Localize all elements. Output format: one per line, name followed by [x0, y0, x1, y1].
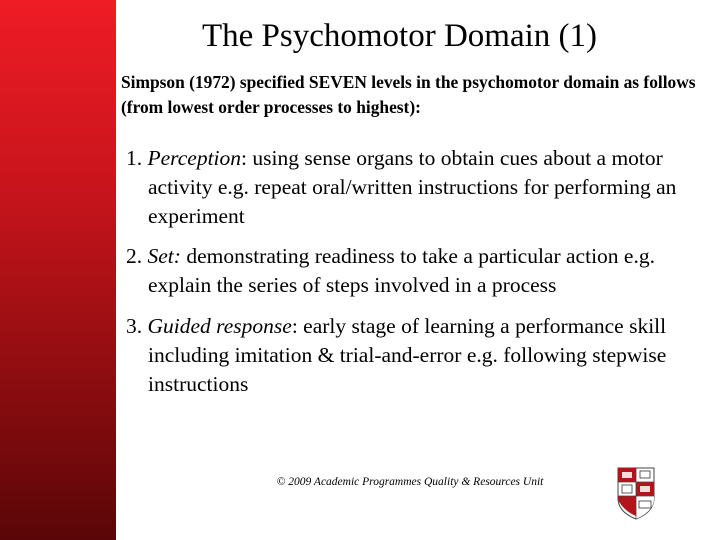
item-number: 1. [126, 146, 143, 170]
slide-title: The Psychomotor Domain (1) [201, 18, 598, 54]
item-term: Guided response [147, 314, 292, 338]
item-separator: : [291, 314, 298, 338]
list-item-guided-response [126, 312, 718, 399]
list-item-set [126, 242, 718, 300]
item-description: early stage of learning a performance skill including imitation & trial-and-error e.g. following stepwise instructions [148, 314, 667, 396]
item-separator: : [241, 146, 248, 170]
item-description: using sense organs to obtain cues about a motor activity e.g. repeat oral/written instructions for performing an experiment [148, 146, 677, 228]
item-number: 3. [126, 314, 143, 338]
item-number: 2. [126, 244, 143, 268]
copyright-footer: © 2009 Academic Programmes Quality & Resources Unit [276, 476, 544, 488]
university-crest-icon [614, 466, 658, 520]
item-term: Perception [147, 146, 242, 170]
item-term: Set: [147, 244, 181, 268]
sidebar-gradient-bar [0, 0, 116, 540]
list-item-perception [126, 144, 718, 231]
intro-text: Simpson (1972) specified SEVEN levels in the psychomotor domain as follows (from lowest order processes to highest): [121, 72, 696, 117]
item-description: demonstrating readiness to take a particular action e.g. explain the series of steps involved in a process [148, 244, 655, 297]
